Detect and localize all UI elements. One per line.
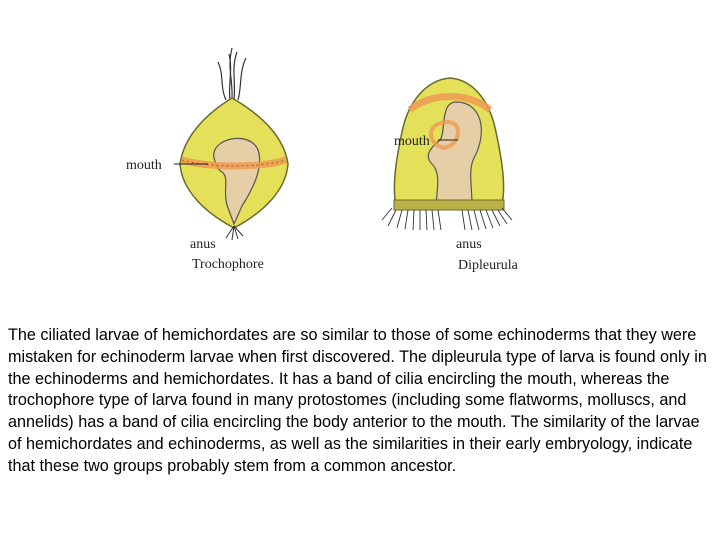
trochophore-name-label: Trochophore bbox=[192, 257, 264, 272]
trochophore-mouth-label: mouth bbox=[126, 158, 162, 173]
trochophore-larva bbox=[126, 48, 288, 272]
larvae-diagram bbox=[110, 40, 580, 280]
figure-caption: The ciliated larvae of hemichordates are so similar to those of some echinoderms that they were mistaken for echinoderm larvae when first discovered. The dipleurula type of larva is found only in the echinoderms and hemichordates. It has a band of cilia encircling the mouth, whereas the trochophore type of larva found in many protostomes (including some flatworms, molluscs, and annelids) has a band of cilia encircling the body anterior to the mouth. The similarity of the larvae of hemichordates and echinoderms, as well as the similarities in their early embryology, indicate that these two groups probably stem from a common ancestor. bbox=[8, 326, 707, 475]
larvae-illustration bbox=[110, 40, 580, 280]
dipleurula-larva bbox=[382, 78, 519, 273]
apical-tuft bbox=[218, 48, 246, 100]
anal-cilia bbox=[226, 226, 243, 240]
dipleurula-mouth-label: mouth bbox=[394, 134, 430, 149]
dipleurula-cilia-fringe bbox=[382, 208, 512, 230]
trochophore-anus-label: anus bbox=[190, 237, 216, 252]
dipleurula-anus-label: anus bbox=[456, 237, 482, 252]
dipleurula-name-label: Dipleurula bbox=[458, 258, 518, 273]
